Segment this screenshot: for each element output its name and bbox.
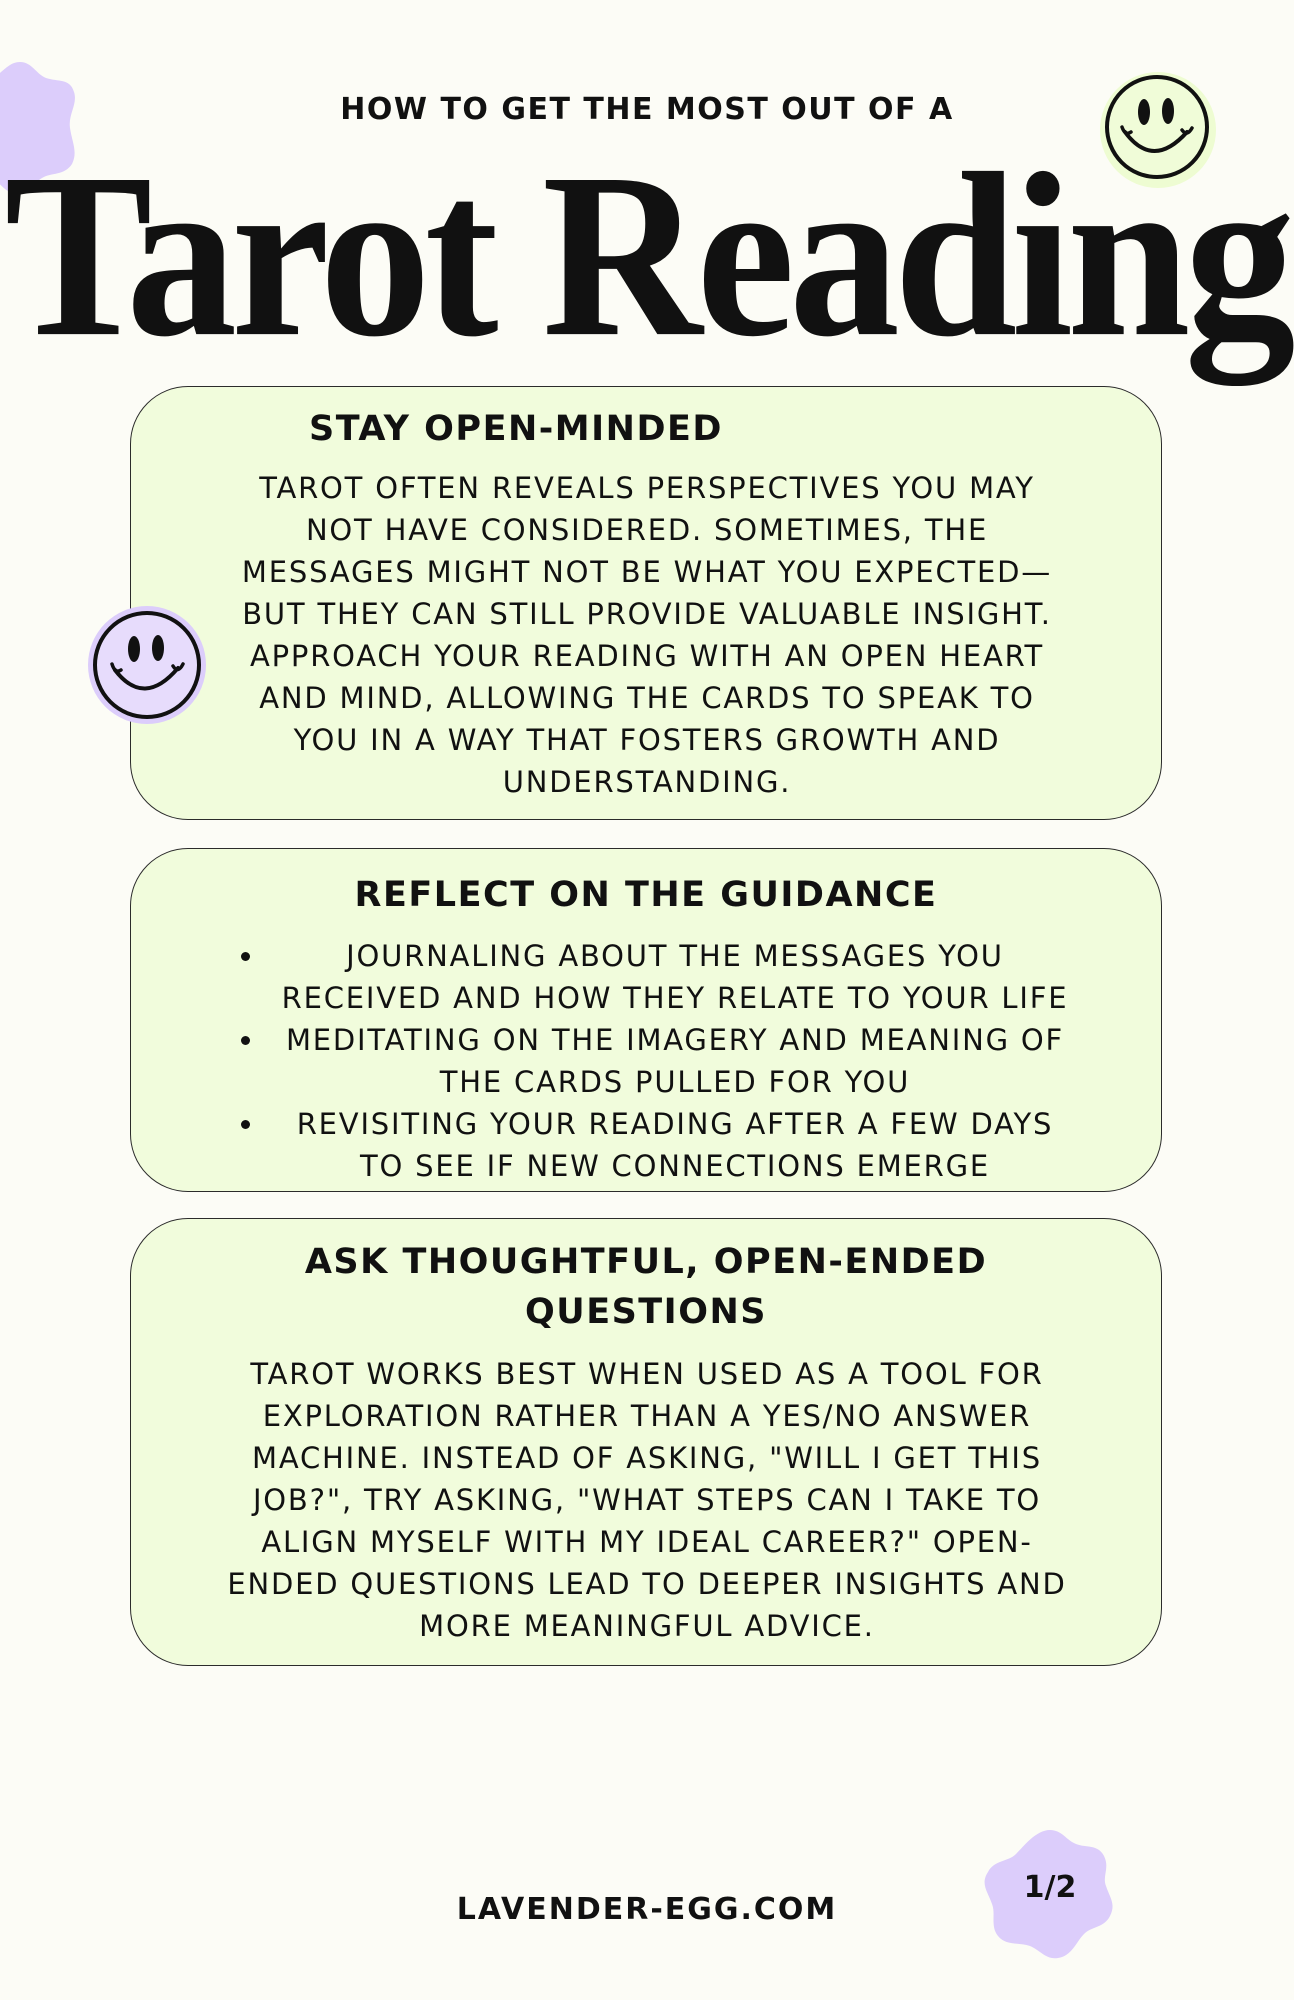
smiley-face-icon: [86, 604, 208, 726]
card-title-line: ASK THOUGHTFUL, OPEN-ENDED: [304, 1242, 988, 1282]
card-ask-open-ended-questions: [130, 1218, 1162, 1666]
body-line: UNDERSTANDING.: [502, 765, 792, 799]
website-url: LAVENDER-EGG.COM: [456, 1892, 838, 1927]
body-line: TAROT WORKS BEST WHEN USED AS A TOOL FOR: [250, 1357, 1044, 1391]
card-title: STAY OPEN-MINDED: [309, 409, 723, 449]
body-line: TAROT OFTEN REVEALS PERSPECTIVES YOU MAY: [259, 471, 1035, 505]
body-line: APPROACH YOUR READING WITH AN OPEN HEART: [250, 639, 1044, 673]
list-item-line: THE CARDS PULLED FOR YOU: [439, 1065, 911, 1099]
list-item-line: RECEIVED AND HOW THEY RELATE TO YOUR LIFE: [281, 981, 1069, 1015]
card-stay-open-minded: [130, 386, 1162, 820]
bullet-list: [241, 935, 1073, 1187]
body-line: AND MIND, ALLOWING THE CARDS TO SPEAK TO: [259, 681, 1035, 715]
body-line: MESSAGES MIGHT NOT BE WHAT YOU EXPECTED—: [241, 555, 1053, 589]
body-line: MACHINE. INSTEAD OF ASKING, "WILL I GET THIS: [252, 1441, 1042, 1475]
bullet-dot: [241, 1120, 250, 1129]
page-title: Tarot Reading: [4, 125, 1290, 387]
list-item-line: MEDITATING ON THE IMAGERY AND MEANING OF: [285, 1023, 1065, 1057]
card-body: [171, 467, 1123, 803]
page-number: 1/2: [1023, 1870, 1077, 1905]
card-title: REFLECT ON THE GUIDANCE: [354, 875, 938, 915]
body-line: EXPLORATION RATHER THAN A YES/NO ANSWER: [262, 1399, 1032, 1433]
body-line: YOU IN A WAY THAT FOSTERS GROWTH AND: [293, 723, 1001, 757]
card-body: [171, 1353, 1123, 1647]
list-item: [241, 1103, 1073, 1187]
card-reflect-on-guidance: [130, 848, 1162, 1192]
card-title: [131, 1237, 1161, 1337]
body-line: ALIGN MYSELF WITH MY IDEAL CAREER?" OPEN-: [261, 1525, 1033, 1559]
body-line: MORE MEANINGFUL ADVICE.: [419, 1609, 875, 1643]
bullet-dot: [241, 1036, 250, 1045]
kicker-heading: HOW TO GET THE MOST OUT OF A: [340, 92, 954, 127]
body-line: JOB?", TRY ASKING, "WHAT STEPS CAN I TAKE TO: [252, 1483, 1042, 1517]
list-item: [241, 1019, 1073, 1103]
body-line: BUT THEY CAN STILL PROVIDE VALUABLE INSIGHT.: [242, 597, 1052, 631]
bullet-dot: [241, 952, 250, 961]
list-item: [241, 935, 1073, 1019]
card-title-line: QUESTIONS: [525, 1292, 767, 1332]
body-line: NOT HAVE CONSIDERED. SOMETIMES, THE: [305, 513, 989, 547]
list-item-line: TO SEE IF NEW CONNECTIONS EMERGE: [359, 1149, 991, 1183]
body-line: ENDED QUESTIONS LEAD TO DEEPER INSIGHTS AND: [227, 1567, 1067, 1601]
list-item-line: JOURNALING ABOUT THE MESSAGES YOU: [346, 939, 1004, 973]
list-item-line: REVISITING YOUR READING AFTER A FEW DAYS: [296, 1107, 1054, 1141]
